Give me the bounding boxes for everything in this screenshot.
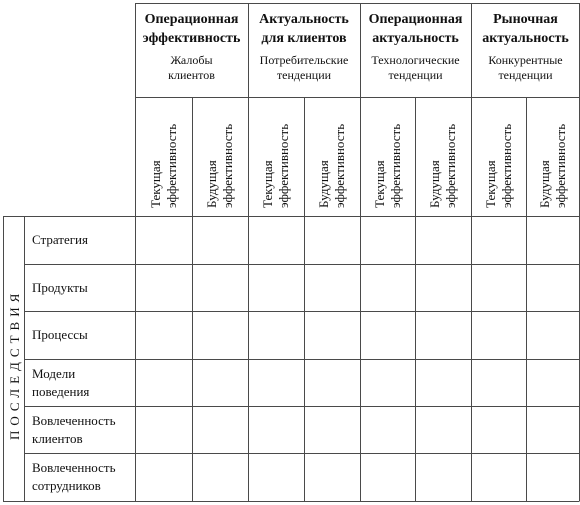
row-label-text: Модели поведения <box>32 365 90 399</box>
row-label-text: Стратегия <box>32 232 88 247</box>
group-title: Операционная актуальность <box>368 12 463 46</box>
subcolumn-label: Текущая эффективность <box>260 123 291 208</box>
subcolumn-label: Будущая эффективность <box>316 123 347 208</box>
row-label-text: Вовлеченность клиентов <box>32 412 116 446</box>
subcolumn-label: Текущая эффективность <box>371 123 403 208</box>
row-label-text: Процессы <box>32 327 88 342</box>
row-label-text: Вовлеченность сотрудников <box>32 460 116 493</box>
group-title: Актуальность для клиентов <box>259 12 349 46</box>
subcolumn-label: Текущая эффективность <box>147 123 179 208</box>
group-subtitle: Конкурентные тенденции <box>488 53 563 82</box>
subcolumn-label: Текущая эффективность <box>482 123 514 208</box>
group-subtitle: Жалобы клиентов <box>168 53 215 82</box>
group-subtitle: Потребительские тенденции <box>259 53 349 82</box>
group-subtitle: Технологические тенденции <box>371 53 460 82</box>
side-label: ПОСЛЕДСТВИЯ <box>7 288 22 440</box>
subcolumn-label: Будущая эффективность <box>537 123 568 208</box>
row-label-text: Продукты <box>32 279 88 295</box>
subcolumn-label: Будущая эффективность <box>427 123 458 208</box>
group-title: Рыночная актуальность <box>482 12 569 46</box>
group-title: Операционная эффективность <box>142 12 241 46</box>
subcolumn-label: Будущая эффективность <box>204 123 235 208</box>
